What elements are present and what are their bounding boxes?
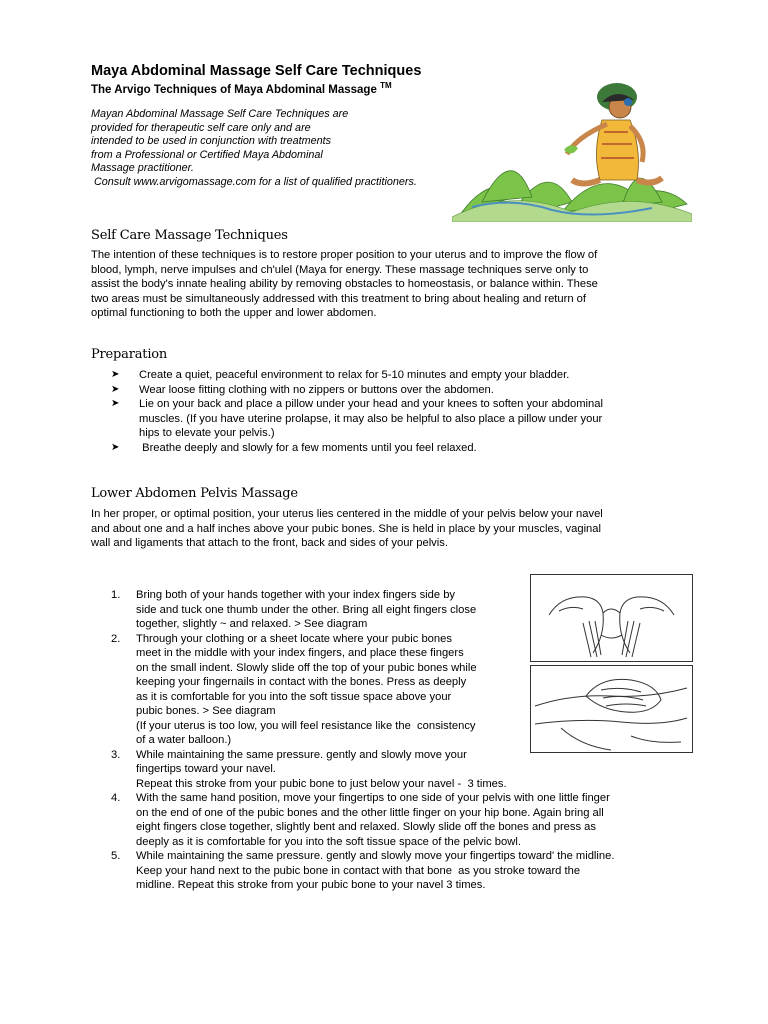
step-number: 5. [111, 850, 121, 862]
item-line: Wear loose fitting clothing with no zippers or buttons over the abdomen. [139, 383, 494, 396]
paragraph-line: wall and ligaments that attach to the front, back and sides of your pelvis. [91, 537, 448, 549]
step-item [111, 632, 614, 748]
step-line: Repeat this stroke from your pubic bone to just below your navel - 3 times. [136, 777, 507, 790]
list-item [111, 383, 603, 398]
step-number: 4. [111, 792, 121, 804]
step-line: together, slightly ~ and relaxed. > See diagram [136, 618, 368, 630]
self-care-heading: Self Care Massage Techniques [91, 228, 288, 243]
paragraph-line: blood, lymph, nerve impulses and ch'ulel (Maya for energy. These massage techniques serve only to [91, 263, 589, 276]
intro-disclaimer [91, 108, 417, 189]
paragraph-line: assist the body's innate healing ability by removing obstacles to homeostasis, or balance within. These [91, 278, 598, 290]
item-line: muscles. (If you have uterine prolapse, it may also be helpful to also place a pillow under your [139, 412, 603, 425]
lower-abdomen-paragraph [91, 507, 603, 551]
document-title: Maya Abdominal Massage Self Care Techniques [91, 63, 422, 79]
step-line: keeping your fingernails in contact with the bones. Press as deeply [136, 676, 467, 688]
step-line: deeply as it is comfortable for you into the soft tissue space of the pelvic bowl. [136, 835, 521, 848]
paragraph-line: In her proper, or optimal position, your uterus lies centered in the middle of your pelvis below your navel [91, 508, 603, 520]
self-care-paragraph [91, 248, 598, 321]
step-item [111, 791, 614, 849]
step-line: fingertips toward your navel. [136, 763, 276, 775]
intro-line: Mayan Abdominal Massage Self Care Techniques are [91, 108, 349, 120]
step-line: on the end of one of the pubic bones and the other little finger on your hip bone. Again bring all [136, 806, 604, 819]
arrow-bullet-icon: ➤ [111, 369, 120, 380]
preparation-heading: Preparation [91, 347, 168, 362]
item-line: hips to elevate your pelvis.) [139, 427, 275, 439]
step-line: midline. Repeat this stroke from your pubic bone to your navel 3 times. [136, 879, 486, 891]
intro-line: intended to be used in conjunction with treatments [91, 135, 332, 147]
preparation-list [111, 368, 603, 455]
step-item [111, 588, 614, 632]
massage-steps-list [111, 588, 614, 893]
step-line: meet in the middle with your index fingers, and place these fingers [136, 647, 464, 659]
arrow-bullet-icon: ➤ [111, 383, 120, 395]
step-number: 3. [111, 748, 121, 761]
step-line: Keep your hand next to the pubic bone in contact with that bone as you stroke toward the [136, 864, 581, 877]
item-line: Breathe deeply and slowly for a few moments until you feel relaxed. [139, 441, 477, 454]
paragraph-line: and about one and a half inches above your pubic bones. She is held in place by your muscles, vaginal [91, 522, 601, 535]
step-line: eight fingers close together, slightly bent and relaxed. Slowly slide off the bones and press as [136, 821, 597, 833]
arrow-bullet-icon: ➤ [111, 441, 120, 453]
list-item [111, 441, 603, 456]
step-line: of a water balloon.) [136, 734, 232, 746]
step-line: pubic bones. > See diagram [136, 705, 276, 717]
intro-line: Consult www.arvigomassage.com for a list of qualified practitioners. [91, 175, 417, 188]
step-line: Bring both of your hands together with your index fingers side by [136, 589, 456, 601]
step-item [111, 849, 614, 893]
step-line: Through your clothing or a sheet locate where your pubic bones [136, 632, 452, 645]
item-line: Create a quiet, peaceful environment to relax for 5-10 minutes and empty your bladder. [139, 369, 570, 381]
subtitle-text: The Arvigo Techniques of Maya Abdominal Massage [91, 83, 377, 96]
item-line: Lie on your back and place a pillow under your head and your knees to soften your abdominal [139, 398, 603, 410]
trademark-mark: TM [380, 81, 392, 90]
paragraph-line: optimal functioning to both the upper and lower abdomen. [91, 307, 377, 319]
arrow-bullet-icon: ➤ [111, 398, 120, 409]
paragraph-line: two areas must be simultaneously addressed with this treatment to bring about healing and return of [91, 292, 587, 305]
intro-line: from a Professional or Certified Maya Abdominal [91, 148, 323, 161]
paragraph-line: The intention of these techniques is to restore proper position to your uterus and to improve the flow of [91, 249, 598, 261]
step-line: on the small indent. Slowly slide off the top of your pubic bones while [136, 661, 477, 674]
intro-line: Massage practitioner. [91, 162, 194, 174]
step-item [111, 748, 614, 792]
step-line: While maintaining the same pressure. gently and slowly move your [136, 748, 467, 761]
list-item [111, 368, 603, 383]
document-subtitle [91, 81, 392, 96]
step-number: 2. [111, 632, 121, 645]
step-line: While maintaining the same pressure. gently and slowly move your fingertips toward' the midline. [136, 850, 615, 862]
lower-abdomen-heading: Lower Abdomen Pelvis Massage [91, 486, 298, 501]
step-line: With the same hand position, move your fingertips to one side of your pelvis with one little finger [136, 792, 610, 804]
list-item [111, 397, 603, 441]
maya-woman-illustration [452, 62, 692, 222]
step-number: 1. [111, 589, 121, 601]
step-line: as it is comfortable for you into the soft tissue space above your [136, 690, 452, 703]
step-line: side and tuck one thumb under the other. Bring all eight fingers close [136, 603, 477, 616]
intro-line: provided for therapeutic self care only and are [91, 121, 311, 134]
step-line: (If your uterus is too low, you will feel resistance like the consistency [136, 719, 476, 732]
